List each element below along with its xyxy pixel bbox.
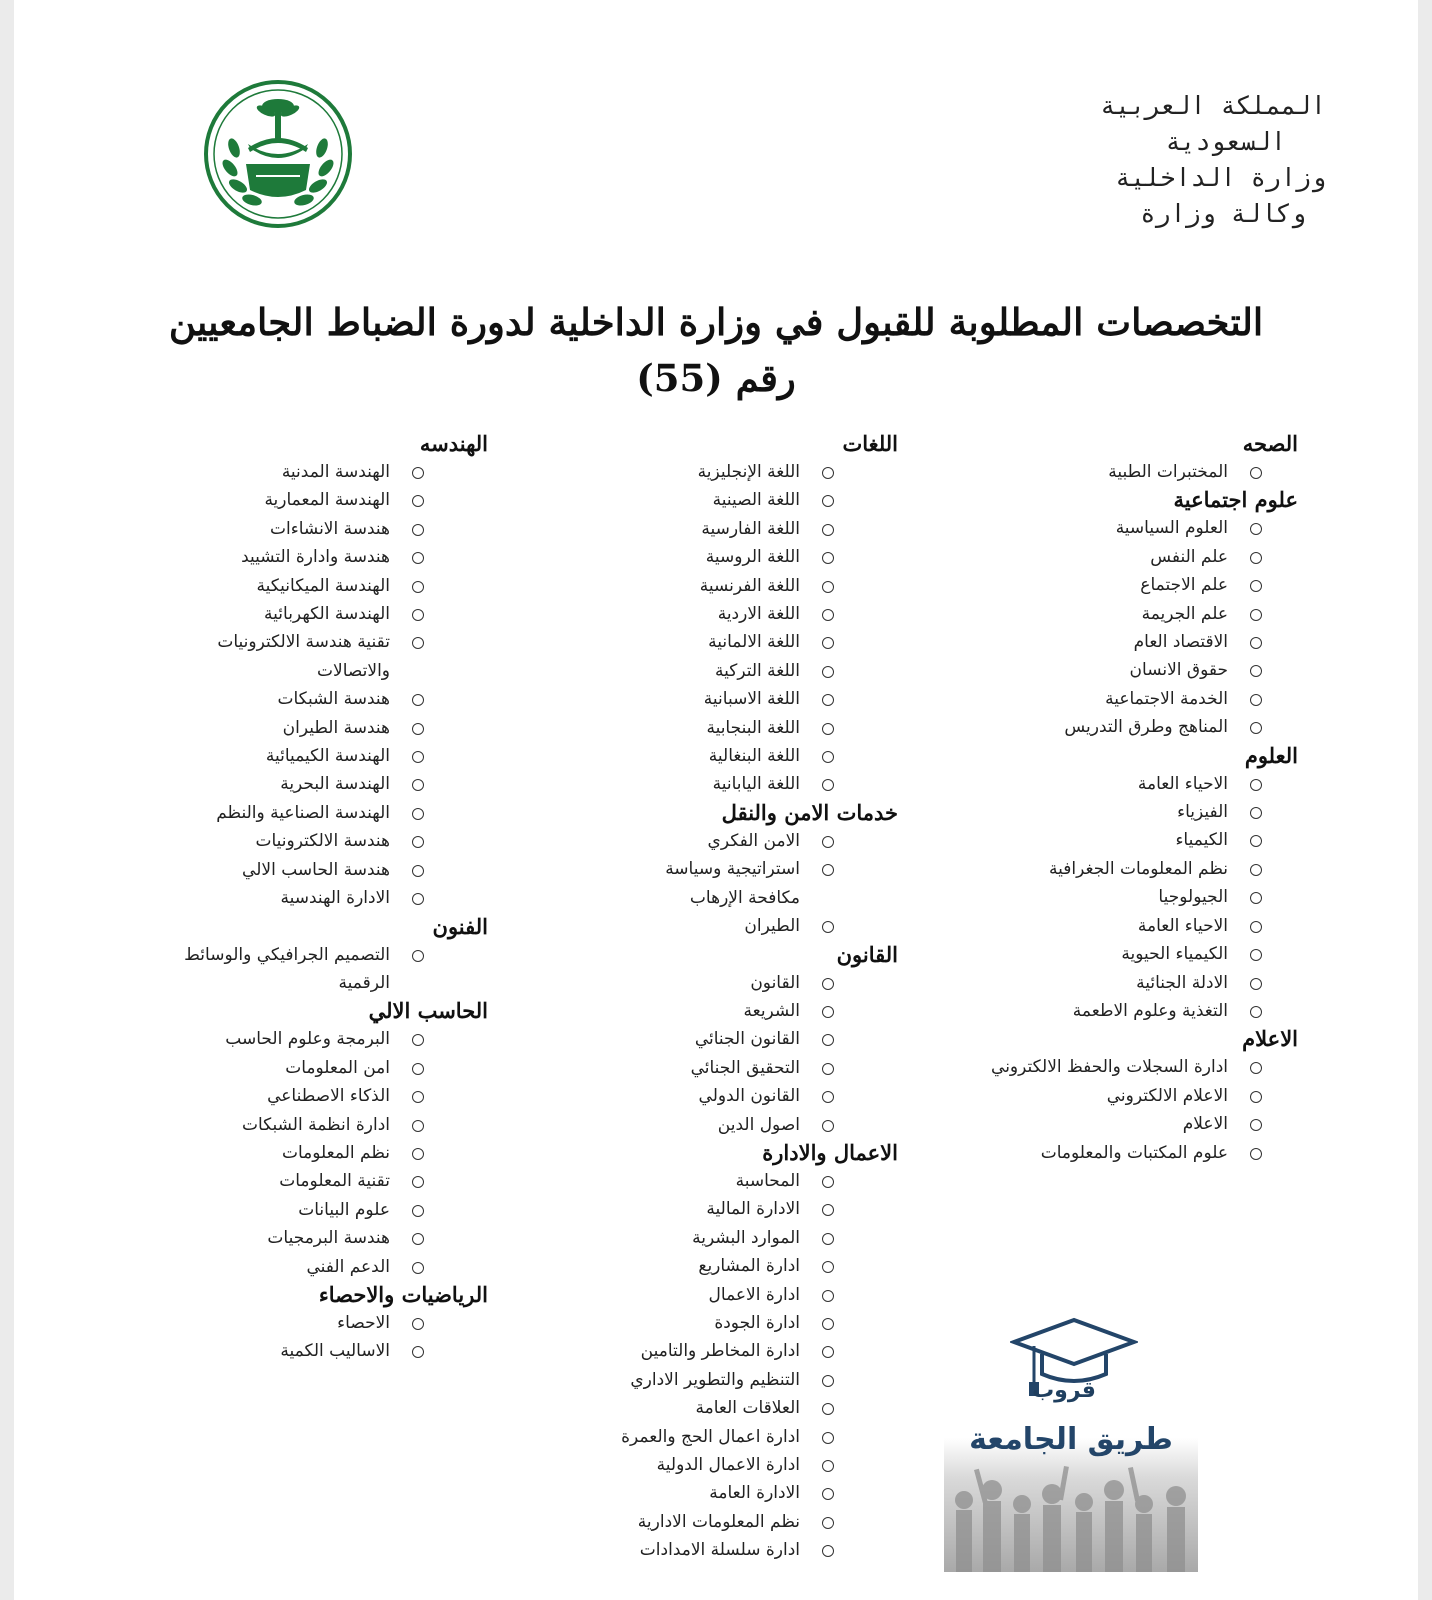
- list-item: حقوق الانسان: [918, 656, 1262, 684]
- list-item: تقنية المعلومات: [128, 1167, 424, 1195]
- section-title: خدمات الامن والنقل: [721, 799, 898, 825]
- radio-bullet-icon: [412, 1091, 424, 1103]
- list-item: الهندسة الميكانيكية: [128, 572, 424, 600]
- items-list: [598, 969, 834, 1139]
- list-item: ادارة الجودة: [598, 1309, 834, 1337]
- radio-bullet-icon: [822, 524, 834, 536]
- radio-bullet-icon: [1250, 1006, 1262, 1018]
- radio-bullet-icon: [412, 1120, 424, 1132]
- radio-bullet-icon: [412, 1346, 424, 1358]
- radio-bullet-icon: [1250, 835, 1262, 847]
- items-list: [128, 1025, 424, 1281]
- list-item: علم الاجتماع: [918, 571, 1262, 599]
- radio-bullet-icon: [412, 1205, 424, 1217]
- header-line: وكالة وزارة: [1140, 199, 1306, 228]
- list-item: الادارة العامة: [598, 1479, 834, 1507]
- list-item: علم الجريمة: [918, 600, 1262, 628]
- radio-bullet-icon: [822, 467, 834, 479]
- radio-bullet-icon: [412, 865, 424, 877]
- section-media: [918, 1025, 1298, 1167]
- list-item: ادارة المخاطر والتامين: [598, 1337, 834, 1365]
- list-item: الادارة الهندسية: [128, 884, 424, 912]
- header-line: المملكة العربية: [1100, 91, 1326, 120]
- radio-bullet-icon: [822, 1517, 834, 1529]
- list-item: الكيمياء: [918, 826, 1262, 854]
- radio-bullet-icon: [412, 751, 424, 763]
- radio-bullet-icon: [1250, 665, 1262, 677]
- radio-bullet-icon: [412, 637, 424, 649]
- radio-bullet-icon: [822, 1318, 834, 1330]
- list-item: ادارة سلسلة الامدادات: [598, 1536, 834, 1564]
- list-item: اللغة الفرنسية: [598, 572, 834, 600]
- section-title: القانون: [836, 941, 898, 967]
- list-item: التصميم الجرافيكي والوسائط الرقمية: [128, 941, 424, 998]
- section-arts: [128, 913, 488, 998]
- radio-bullet-icon: [822, 637, 834, 649]
- radio-bullet-icon: [822, 581, 834, 593]
- items-list: [128, 1309, 424, 1366]
- radio-bullet-icon: [822, 864, 834, 876]
- list-item: الاساليب الكمية: [128, 1337, 424, 1365]
- list-item: الهندسة البحرية: [128, 770, 424, 798]
- items-list: [598, 827, 834, 941]
- list-item: اصول الدين: [598, 1111, 834, 1139]
- radio-bullet-icon: [822, 751, 834, 763]
- list-item: الاحياء العامة: [918, 770, 1262, 798]
- section-title: العلوم: [1244, 742, 1298, 768]
- list-item: ادارة المشاريع: [598, 1252, 834, 1280]
- section-law: [598, 941, 898, 1139]
- list-item: الموارد البشرية: [598, 1224, 834, 1252]
- list-item: التغذية وعلوم الاطعمة: [918, 997, 1262, 1025]
- section-security-transport: [598, 799, 898, 941]
- radio-bullet-icon: [1250, 978, 1262, 990]
- list-item: الطيران: [598, 912, 834, 940]
- radio-bullet-icon: [412, 1318, 424, 1330]
- list-item: الفيزياء: [918, 798, 1262, 826]
- radio-bullet-icon: [1250, 1062, 1262, 1074]
- section-health: [918, 430, 1298, 486]
- list-item: الهندسة المدنية: [128, 458, 424, 486]
- radio-bullet-icon: [1250, 864, 1262, 876]
- section-title: الاعلام: [1242, 1026, 1298, 1052]
- radio-bullet-icon: [822, 495, 834, 507]
- radio-bullet-icon: [822, 1403, 834, 1415]
- radio-bullet-icon: [1250, 1119, 1262, 1131]
- radio-bullet-icon: [412, 836, 424, 848]
- list-item: اللغة الاسبانية: [598, 685, 834, 713]
- radio-bullet-icon: [1250, 694, 1262, 706]
- radio-bullet-icon: [412, 552, 424, 564]
- section-math-statistics: [128, 1281, 488, 1366]
- column-engineering: [128, 430, 488, 1366]
- radio-bullet-icon: [822, 694, 834, 706]
- list-item: اللغة الصينية: [598, 486, 834, 514]
- list-item: علم النفس: [918, 543, 1262, 571]
- radio-bullet-icon: [412, 581, 424, 593]
- list-item: الاقتصاد العام: [918, 628, 1262, 656]
- radio-bullet-icon: [412, 694, 424, 706]
- radio-bullet-icon: [822, 1545, 834, 1557]
- list-item: الهندسة الكيميائية: [128, 742, 424, 770]
- list-item: هندسة وادارة التشييد: [128, 543, 424, 571]
- section-sciences: [918, 742, 1298, 1026]
- list-item: هندسة الشبكات: [128, 685, 424, 713]
- list-item: المختبرات الطبية: [918, 458, 1262, 486]
- radio-bullet-icon: [822, 1290, 834, 1302]
- radio-bullet-icon: [412, 779, 424, 791]
- list-item: الشريعة: [598, 997, 834, 1025]
- radio-bullet-icon: [1250, 1148, 1262, 1160]
- list-item: اللغة الروسية: [598, 543, 834, 571]
- list-item: الخدمة الاجتماعية: [918, 685, 1262, 713]
- section-title: الفنون: [432, 913, 488, 939]
- radio-bullet-icon: [822, 666, 834, 678]
- list-item: العلاقات العامة: [598, 1394, 834, 1422]
- ministry-header: [1026, 88, 1326, 232]
- list-item: ادارة الاعمال: [598, 1281, 834, 1309]
- list-item: المناهج وطرق التدريس: [918, 713, 1262, 741]
- logo-name: طريق الجامعة: [969, 1422, 1173, 1457]
- list-item: الكيمياء الحيوية: [918, 940, 1262, 968]
- list-item: العلوم السياسية: [918, 514, 1262, 542]
- section-title: الحاسب الالي: [368, 998, 488, 1024]
- radio-bullet-icon: [822, 552, 834, 564]
- items-list: [598, 1167, 834, 1565]
- radio-bullet-icon: [412, 609, 424, 621]
- radio-bullet-icon: [412, 1063, 424, 1075]
- radio-bullet-icon: [822, 1488, 834, 1500]
- list-item: المحاسبة: [598, 1167, 834, 1195]
- list-item: اللغة اليابانية: [598, 770, 834, 798]
- list-item: البرمجة وعلوم الحاسب: [128, 1025, 424, 1053]
- title-line-2: رقم (55): [636, 356, 796, 400]
- items-list: [918, 514, 1262, 741]
- list-item: اللغة الاردية: [598, 600, 834, 628]
- radio-bullet-icon: [412, 1176, 424, 1188]
- radio-bullet-icon: [822, 836, 834, 848]
- list-item: اللغة البنجابية: [598, 714, 834, 742]
- radio-bullet-icon: [822, 1204, 834, 1216]
- list-item: اللغة التركية: [598, 657, 834, 685]
- radio-bullet-icon: [822, 1346, 834, 1358]
- column-languages: [598, 430, 898, 1565]
- radio-bullet-icon: [822, 609, 834, 621]
- items-list: [918, 770, 1262, 1026]
- section-engineering: [128, 430, 488, 913]
- radio-bullet-icon: [1250, 580, 1262, 592]
- list-item: هندسة الانشاءات: [128, 515, 424, 543]
- radio-bullet-icon: [822, 978, 834, 990]
- list-item: ادارة انظمة الشبكات: [128, 1111, 424, 1139]
- radio-bullet-icon: [1250, 637, 1262, 649]
- radio-bullet-icon: [822, 723, 834, 735]
- list-item: امن المعلومات: [128, 1054, 424, 1082]
- list-item: الادلة الجنائية: [918, 969, 1262, 997]
- list-item: ادارة اعمال الحج والعمرة: [598, 1423, 834, 1451]
- radio-bullet-icon: [412, 1262, 424, 1274]
- section-social-sciences: [918, 486, 1298, 741]
- radio-bullet-icon: [1250, 892, 1262, 904]
- radio-bullet-icon: [1250, 552, 1262, 564]
- list-item: ادارة السجلات والحفظ الالكتروني: [918, 1053, 1262, 1081]
- logo-group-label: قروب: [1032, 1378, 1096, 1403]
- radio-bullet-icon: [412, 1034, 424, 1046]
- radio-bullet-icon: [412, 1233, 424, 1245]
- list-item: هندسة الحاسب الالي: [128, 856, 424, 884]
- header-line: وزارة الداخلية: [1115, 163, 1326, 192]
- list-item: اللغة الفارسية: [598, 515, 834, 543]
- saudi-ministry-emblem-icon: [202, 78, 354, 230]
- radio-bullet-icon: [822, 1063, 834, 1075]
- radio-bullet-icon: [822, 1460, 834, 1472]
- list-item: الاعلام: [918, 1110, 1262, 1138]
- radio-bullet-icon: [412, 893, 424, 905]
- section-title: الهندسه: [419, 431, 488, 456]
- list-item: القانون الجنائي: [598, 1025, 834, 1053]
- items-list: [128, 458, 424, 913]
- list-item: استراتيجية وسياسة مكافحة الإرهاب: [598, 855, 834, 912]
- radio-bullet-icon: [1250, 949, 1262, 961]
- document-page: [14, 0, 1418, 1600]
- list-item: اللغة الالمانية: [598, 628, 834, 656]
- title-line-1: التخصصات المطلوبة للقبول في وزارة الداخلية لدورة الضباط الجامعيين: [168, 300, 1264, 344]
- list-item: الهندسة الكهربائية: [128, 600, 424, 628]
- list-item: هندسة الطيران: [128, 714, 424, 742]
- crowd-silhouette-icon: [944, 1460, 1198, 1572]
- header-line: السعودية: [1165, 127, 1286, 156]
- list-item: ادارة الاعمال الدولية: [598, 1451, 834, 1479]
- radio-bullet-icon: [412, 524, 424, 536]
- radio-bullet-icon: [822, 779, 834, 791]
- list-item: القانون الدولي: [598, 1082, 834, 1110]
- items-list: [128, 941, 424, 998]
- page-title: [114, 294, 1318, 406]
- list-item: الجيولوجيا: [918, 883, 1262, 911]
- radio-bullet-icon: [822, 1034, 834, 1046]
- section-title: الرياضيات والاحصاء: [318, 1281, 488, 1307]
- list-item: نظم المعلومات: [128, 1139, 424, 1167]
- radio-bullet-icon: [822, 1375, 834, 1387]
- university-road-logo: [944, 1310, 1198, 1572]
- radio-bullet-icon: [822, 1176, 834, 1188]
- list-item: تقنية هندسة الالكترونيات والاتصالات: [128, 628, 424, 685]
- radio-bullet-icon: [412, 495, 424, 507]
- radio-bullet-icon: [822, 1091, 834, 1103]
- radio-bullet-icon: [1250, 1091, 1262, 1103]
- list-item: القانون: [598, 969, 834, 997]
- list-item: الهندسة الصناعية والنظم: [128, 799, 424, 827]
- list-item: التحقيق الجنائي: [598, 1054, 834, 1082]
- list-item: هندسة الالكترونيات: [128, 827, 424, 855]
- column-health: [918, 430, 1298, 1167]
- section-computer: [128, 997, 488, 1281]
- radio-bullet-icon: [412, 723, 424, 735]
- list-item: الامن الفكري: [598, 827, 834, 855]
- radio-bullet-icon: [1250, 779, 1262, 791]
- section-title: علوم اجتماعية: [1173, 487, 1298, 513]
- radio-bullet-icon: [1250, 609, 1262, 621]
- section-title: اللغات: [842, 431, 898, 456]
- list-item: هندسة البرمجيات: [128, 1224, 424, 1252]
- list-item: علوم المكتبات والمعلومات: [918, 1139, 1262, 1167]
- radio-bullet-icon: [822, 1006, 834, 1018]
- radio-bullet-icon: [822, 1261, 834, 1273]
- list-item: اللغة الإنجليزية: [598, 458, 834, 486]
- radio-bullet-icon: [1250, 921, 1262, 933]
- radio-bullet-icon: [822, 1233, 834, 1245]
- radio-bullet-icon: [412, 808, 424, 820]
- list-item: الذكاء الاصطناعي: [128, 1082, 424, 1110]
- list-item: نظم المعلومات الجغرافية: [918, 855, 1262, 883]
- radio-bullet-icon: [1250, 523, 1262, 535]
- list-item: الادارة المالية: [598, 1195, 834, 1223]
- items-list: [918, 1053, 1262, 1167]
- radio-bullet-icon: [412, 950, 424, 962]
- list-item: نظم المعلومات الادارية: [598, 1508, 834, 1536]
- list-item: التنظيم والتطوير الاداري: [598, 1366, 834, 1394]
- list-item: علوم البيانات: [128, 1196, 424, 1224]
- list-item: الاعلام الالكتروني: [918, 1082, 1262, 1110]
- radio-bullet-icon: [412, 467, 424, 479]
- radio-bullet-icon: [822, 1432, 834, 1444]
- radio-bullet-icon: [822, 1120, 834, 1132]
- list-item: اللغة البنغالية: [598, 742, 834, 770]
- section-business: [598, 1139, 898, 1565]
- list-item: الاحصاء: [128, 1309, 424, 1337]
- section-languages: [598, 430, 898, 799]
- list-item: الاحياء العامة: [918, 912, 1262, 940]
- radio-bullet-icon: [1250, 722, 1262, 734]
- section-title: الاعمال والادارة: [762, 1139, 898, 1165]
- radio-bullet-icon: [412, 1148, 424, 1160]
- list-item: الدعم الفني: [128, 1253, 424, 1281]
- radio-bullet-icon: [1250, 467, 1262, 479]
- items-list: [918, 458, 1262, 486]
- list-item: الهندسة المعمارية: [128, 486, 424, 514]
- radio-bullet-icon: [822, 921, 834, 933]
- radio-bullet-icon: [1250, 807, 1262, 819]
- section-title: الصحه: [1242, 431, 1298, 456]
- items-list: [598, 458, 834, 799]
